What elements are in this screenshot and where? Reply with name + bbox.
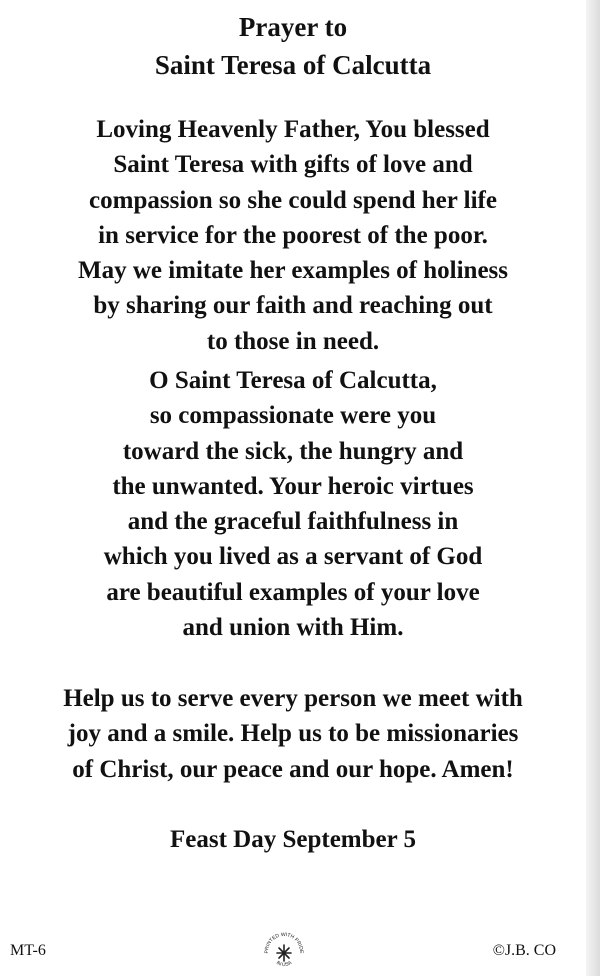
prayer-line: May we imitate her examples of holiness [77,257,509,285]
prayer-line: in service for the poorest of the poor. [98,221,488,249]
prayer-line: toward the sick, the hungry and [122,437,464,465]
svg-text:IN USA: IN USA [275,960,293,969]
prayer-paragraph-2 [0,363,586,645]
feast-day [0,822,586,857]
printed-with-pride-seal-icon [262,928,306,972]
title-line-1: Prayer to [238,12,348,42]
feast-day-text: Feast Day September 5 [169,826,417,853]
prayer-line: to those in need. [206,327,380,355]
prayer-line: O Saint Teresa of Calcutta, [149,367,437,394]
prayer-line: and union with Him. [182,614,404,642]
card-footer [0,928,586,968]
prayer-line: Saint Teresa with gifts of love and [113,151,473,179]
copyright-notice: ©J.B. CO [492,942,556,959]
prayer-line: the unwanted. Your heroic virtues [112,472,474,500]
prayer-line: by sharing our faith and reaching out [93,292,493,320]
prayer-paragraph-1 [0,112,586,359]
prayer-line: are beautiful examples of your love [106,578,480,606]
item-code: MT-6 [10,942,46,959]
prayer-line: so compassionate were you [149,402,437,430]
prayer-line: compassion so she could spend her life [89,186,497,214]
prayer-line: Help us to serve every person we meet with [63,685,523,712]
prayer-title [0,8,586,84]
prayer-line: of Christ, our peace and our hope. Amen! [72,755,514,783]
svg-text:PRINTED WITH PRIDE: PRINTED WITH PRIDE [263,931,305,954]
prayer-line: which you lived as a servant of God [103,543,483,571]
prayer-line: and the graceful faithfulness in [127,508,459,536]
card-edge-shadow [586,0,600,976]
title-line-2: Saint Teresa of Calcutta [154,50,432,80]
prayer-paragraph-3 [0,681,586,787]
prayer-line: joy and a smile. Help us to be missionaries [67,720,519,748]
prayer-line: Loving Heavenly Father, You blessed [96,116,490,143]
